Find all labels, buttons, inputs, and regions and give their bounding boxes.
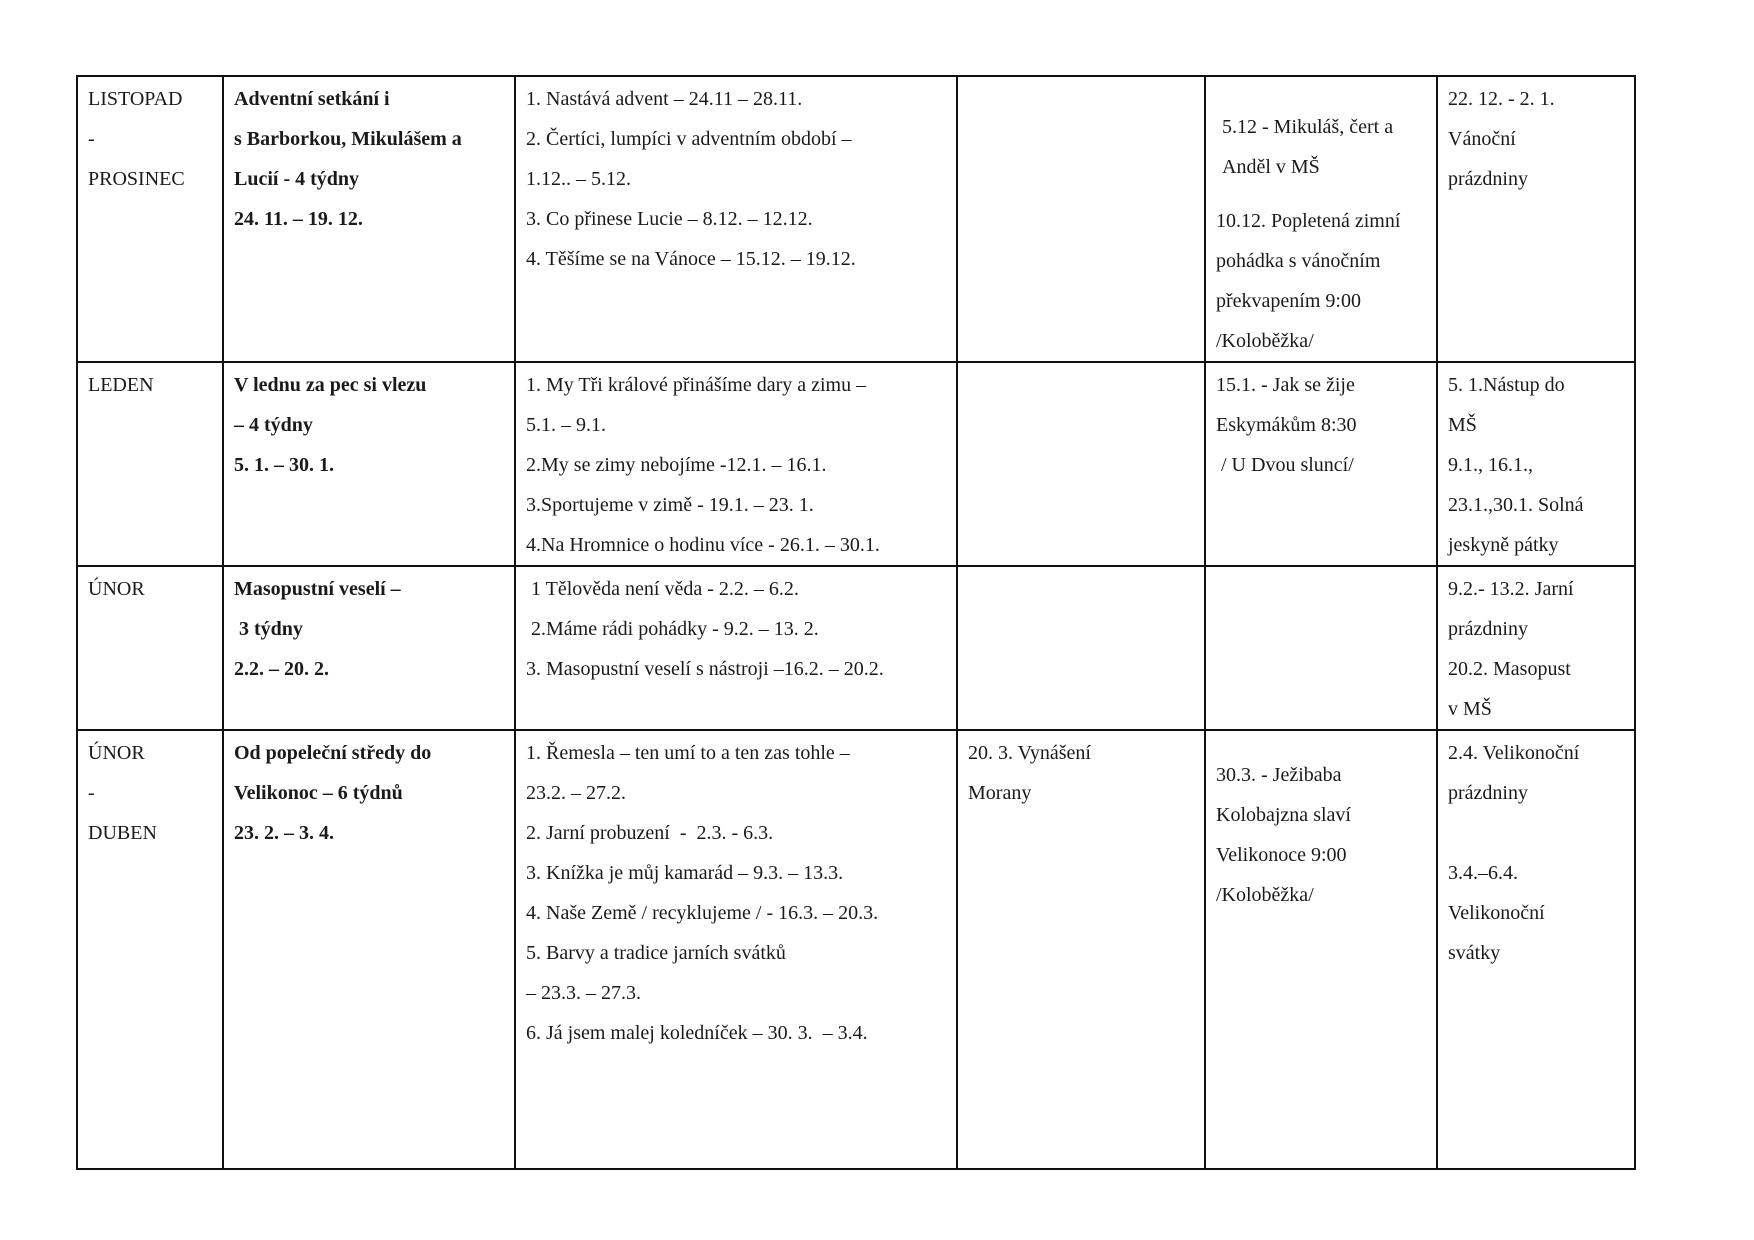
week-line: 2.My se zimy nebojíme -12.1. – 16.1. [526, 454, 827, 476]
week-line: 6. Já jsem malej koledníček – 30. 3. – 3.4. [526, 1022, 868, 1044]
note-line: 9.2.- 13.2. Jarní [1448, 578, 1574, 600]
note-line: prázdniny [1448, 618, 1528, 640]
week-line: 3. Co přinese Lucie – 8.12. – 12.12. [526, 208, 813, 230]
note-line: v MŠ [1448, 698, 1492, 720]
weeks-cell [515, 76, 957, 362]
note-line: Vánoční [1448, 128, 1516, 150]
month-cell [77, 730, 223, 1169]
month-label: ÚNOR [88, 578, 145, 600]
month-label: ÚNOR [88, 742, 145, 764]
week-line: 4.Na Hromnice o hodinu více - 26.1. – 30.1. [526, 534, 880, 556]
theme-line: Lucií - 4 týdny [234, 168, 360, 190]
week-line: 2. Čertíci, lumpíci v adventním období – [526, 128, 852, 150]
events-cell [1205, 76, 1437, 362]
month-cell [77, 362, 223, 566]
notes-cell [1437, 76, 1635, 362]
schedule-table [76, 75, 1636, 1170]
event-line: Eskymákům 8:30 [1216, 414, 1357, 436]
event-line: 20. 3. Vynášení [968, 742, 1091, 764]
month-label: - [88, 782, 95, 804]
theme-cell [223, 362, 515, 566]
extra-cell [957, 76, 1205, 362]
table-row [77, 730, 1635, 1169]
theme-line: s Barborkou, Mikulášem a [234, 128, 462, 150]
week-line: 1 Tělověda není věda - 2.2. – 6.2. [526, 578, 799, 600]
table-row [77, 76, 1635, 362]
week-line: 5. Barvy a tradice jarních svátků [526, 942, 786, 964]
spacer [1448, 813, 1624, 853]
week-line: 1. Nastává advent – 24.11 – 28.11. [526, 88, 803, 110]
month-cell [77, 76, 223, 362]
events-cell [1205, 362, 1437, 566]
week-line: 1.12.. – 5.12. [526, 168, 631, 190]
note-line: 23.1.,30.1. Solná [1448, 494, 1584, 516]
week-line: 3. Knížka je můj kamarád – 9.3. – 13.3. [526, 862, 844, 884]
theme-line: Velikonoc – 6 týdnů [234, 782, 403, 804]
week-line: – 23.3. – 27.3. [526, 982, 641, 1004]
month-label: LISTOPAD [88, 88, 183, 110]
note-line: 3.4.–6.4. [1448, 862, 1518, 884]
theme-dates: 24. 11. – 19. 12. [234, 208, 363, 230]
note-line: prázdniny [1448, 782, 1528, 804]
note-line: prázdniny [1448, 168, 1528, 190]
week-line: 2.Máme rádi pohádky - 9.2. – 13. 2. [526, 618, 819, 640]
month-label: - [88, 128, 95, 150]
theme-line: 3 týdny [234, 618, 303, 640]
weeks-cell [515, 362, 957, 566]
theme-dates: 2.2. – 20. 2. [234, 658, 329, 680]
theme-line: – 4 týdny [234, 414, 313, 436]
note-line: 2.4. Velikonoční [1448, 742, 1580, 764]
week-line: 4. Naše Země / recyklujeme / - 16.3. – 20.3. [526, 902, 879, 924]
note-line: 22. 12. - 2. 1. [1448, 88, 1555, 110]
events-cell [1205, 730, 1437, 1169]
month-label: PROSINEC [88, 168, 185, 190]
weeks-cell [515, 566, 957, 730]
spacer [1216, 187, 1426, 201]
notes-cell [1437, 730, 1635, 1169]
event-text: 5.12 - Mikuláš, čert a Anděl v MŠ [1222, 116, 1394, 178]
weeks-cell [515, 730, 957, 1169]
theme-dates: 23. 2. – 3. 4. [234, 822, 334, 844]
event-text: 10.12. Popletená zimní pohádka s vánočním překvapením 9:00 /Koloběžka/ [1216, 210, 1401, 352]
theme-line: Masopustní veselí – [234, 578, 401, 600]
week-line: 1. Řemesla – ten umí to a ten zas tohle – [526, 742, 850, 764]
theme-cell [223, 76, 515, 362]
event-line: / U Dvou sluncí/ [1216, 454, 1354, 476]
note-line: jeskyně pátky [1448, 534, 1559, 556]
extra-cell [957, 730, 1205, 1169]
theme-cell [223, 730, 515, 1169]
event-text: 30.3. - Ježibaba Kolobajzna slaví Velikonoce 9:00 /Koloběžka/ [1216, 764, 1351, 906]
week-line: 3. Masopustní veselí s nástroji –16.2. – 20.2. [526, 658, 884, 680]
week-line: 1. My Tři králové přinášíme dary a zimu – [526, 374, 867, 396]
week-line: 3.Sportujeme v zimě - 19.1. – 23. 1. [526, 494, 814, 516]
note-line: svátky [1448, 942, 1501, 964]
event-line: 15.1. - Jak se žije [1216, 374, 1355, 396]
theme-line: Od popeleční středy do [234, 742, 432, 764]
theme-cell [223, 566, 515, 730]
note-line: 9.1., 16.1., [1448, 454, 1533, 476]
note-line: 5. 1.Nástup do [1448, 374, 1565, 396]
note-line: 20.2. Masopust [1448, 658, 1571, 680]
events-cell [1205, 566, 1437, 730]
month-cell [77, 566, 223, 730]
extra-cell [957, 362, 1205, 566]
week-line: 23.2. – 27.2. [526, 782, 626, 804]
notes-cell [1437, 362, 1635, 566]
notes-cell [1437, 566, 1635, 730]
theme-line: Adventní setkání i [234, 88, 390, 110]
week-line: 5.1. – 9.1. [526, 414, 606, 436]
week-line: 4. Těšíme se na Vánoce – 15.12. – 19.12. [526, 248, 856, 270]
theme-dates: 5. 1. – 30. 1. [234, 454, 334, 476]
theme-line: V lednu za pec si vlezu [234, 374, 427, 396]
note-line: MŠ [1448, 414, 1477, 436]
extra-cell [957, 566, 1205, 730]
table-row [77, 566, 1635, 730]
event-line: Morany [968, 782, 1032, 804]
note-line: Velikonoční [1448, 902, 1545, 924]
month-label: LEDEN [88, 374, 154, 396]
week-line: 2. Jarní probuzení - 2.3. - 6.3. [526, 822, 774, 844]
month-label: DUBEN [88, 822, 157, 844]
table-row [77, 362, 1635, 566]
